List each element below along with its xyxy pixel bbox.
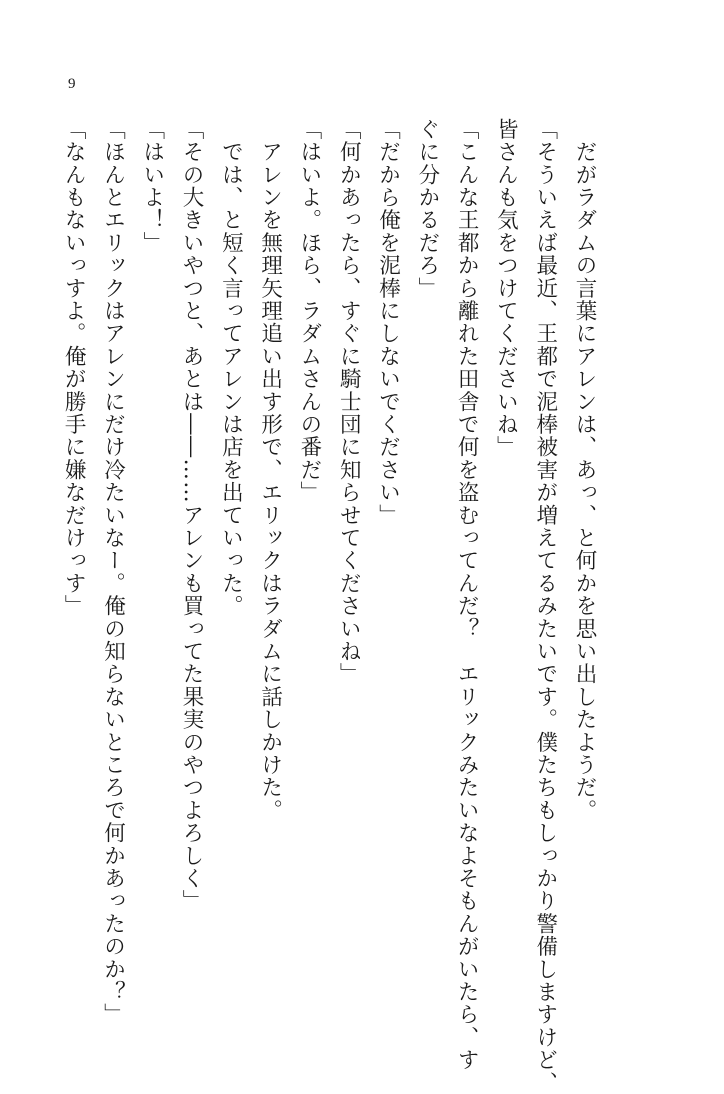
text-line: 「はいよ！」 (139, 118, 165, 255)
text-line: 「そういえば最近、王都で泥棒被害が増えてるみたいです。僕たちもしっかり警備しますけど、 (532, 118, 558, 1094)
text-line: では、と短く言ってアレンは店を出ていった。 (218, 118, 244, 618)
text-line: 皆さんも気をつけてくださいね」 (493, 118, 519, 459)
novel-body-text (54, 118, 604, 1094)
text-line: 「はいよ。ほら、ラダムさんの番だ」 (296, 118, 322, 504)
text-line: 「その大きいやつと、あとは――……アレンも買ってた果実のやつよろしく」 (179, 118, 205, 913)
text-line: アレンを無理矢理追い出す形で、エリックはラダムに話しかけた。 (257, 118, 283, 822)
text-line: だがラダムの言葉にアレンは、あっ、と何かを思い出したようだ。 (572, 118, 597, 822)
text-line: ぐに分かるだろ」 (414, 118, 440, 300)
text-line: 「なんもないっすよ。俺が勝手に嫌なだけっす」 (61, 118, 87, 618)
page-number: 9 (68, 76, 76, 92)
text-line: 「だから俺を泥棒にしないでください」 (375, 118, 401, 527)
text-line: 「ほんとエリックはアレンにだけ冷たいなー。俺の知らないところで何かあったのか？」 (100, 118, 126, 1026)
text-line: 「こんな王都から離れた田舎で何を盗むってんだ？ エリックみたいなよそもんがいたら、す (454, 118, 480, 1072)
text-line: 「何かあったら、すぐに騎士団に知らせてくださいね」 (336, 118, 362, 686)
